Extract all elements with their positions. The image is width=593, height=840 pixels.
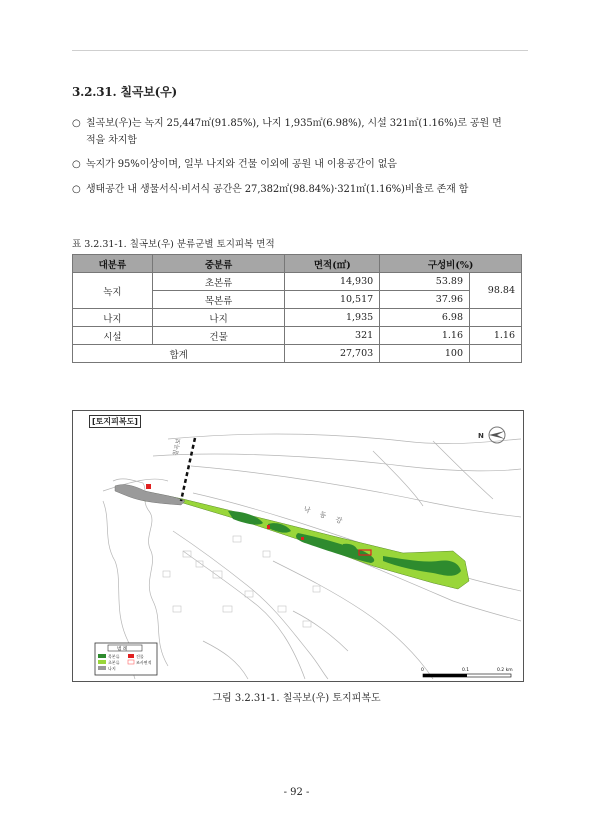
map-legend: [95, 643, 157, 675]
scale-mid: 0.1: [462, 668, 470, 673]
header-ratio: 구성비(%): [380, 255, 522, 273]
scale-bar: [421, 667, 513, 677]
bullet-mark: ○: [72, 159, 81, 170]
map-drawing: [73, 411, 523, 681]
cell-major: 나지: [73, 309, 153, 327]
section-title: 3.2.31. 칠곡보(우): [72, 85, 178, 99]
table-row: [73, 327, 522, 345]
bullet-item: [72, 156, 528, 173]
bullet-item: [72, 115, 528, 149]
table-caption: 표 3.2.31-1. 칠곡보(우) 분류군별 토지피복 면적: [72, 239, 275, 250]
cell-area: 1,935: [285, 309, 380, 327]
river-label: 낙동강: [302, 505, 353, 529]
cell-area: 14,930: [285, 273, 380, 291]
cell-subtotal: 1.16: [470, 327, 522, 345]
cell-ratio: 53.89: [380, 273, 470, 291]
map-title: [토지피복도]: [89, 415, 141, 428]
building-patch: [301, 537, 304, 540]
cell-area: 321: [285, 327, 380, 345]
land-cover-table: [72, 254, 522, 363]
cell-major: 녹지: [73, 273, 153, 309]
legend-label: 목본류: [108, 654, 120, 659]
table-total-row: [73, 345, 522, 363]
legend-swatch: [128, 654, 134, 658]
bullet-mark: ○: [72, 118, 81, 129]
bullet-text-continued: 적을 차지함: [86, 135, 137, 146]
header-area: 면적(㎡): [285, 255, 380, 273]
legend-label: 나지: [108, 666, 116, 671]
table-header-row: [73, 255, 522, 273]
table-row: [73, 273, 522, 291]
weir-line: [181, 438, 195, 501]
legend-label: 초본류: [108, 660, 120, 665]
page-number: - 92 -: [283, 787, 310, 798]
bullet-item: [72, 181, 528, 198]
table-row: [73, 309, 522, 327]
scale-end: 0.2 km: [497, 668, 513, 673]
legend-title: 범 례: [117, 647, 128, 652]
cell-major: 시설: [73, 327, 153, 345]
legend-swatch: [98, 660, 106, 664]
legend-label: 조사면적: [136, 660, 152, 665]
bullet-text: 칠곡보(우)는 녹지 25,447㎡(91.85%), 나지 1,935㎡(6.98%), 시설 321㎡(1.16%)로 공원 면: [86, 118, 502, 129]
building-patch: [146, 484, 151, 489]
cell-minor: 목본류: [152, 291, 285, 309]
cell-total-empty: [470, 345, 522, 363]
legend-swatch: [98, 654, 106, 658]
cell-subtotal: [470, 309, 522, 327]
cell-total-area: 27,703: [285, 345, 380, 363]
header-rule: [72, 50, 528, 51]
bullet-mark: ○: [72, 184, 81, 195]
building-patch: [267, 525, 270, 529]
scale-zero: 0: [421, 668, 424, 673]
weir-label: 칠곡보: [172, 437, 183, 457]
figure-caption: 그림 3.2.31-1. 칠곡보(우) 토지피복도: [212, 693, 381, 704]
header-minor: 중분류: [152, 255, 285, 273]
cell-area: 10,517: [285, 291, 380, 309]
cell-ratio: 1.16: [380, 327, 470, 345]
cell-minor: 나지: [152, 309, 285, 327]
cell-minor: 초본류: [152, 273, 285, 291]
bullet-text: 생태공간 내 생물서식·비서식 공간은 27,382㎡(98.84%)·321㎡(1.16%)비율로 존재 함: [86, 184, 469, 195]
cell-total-ratio: 100: [380, 345, 470, 363]
building-outlines: [163, 536, 320, 627]
cell-ratio: 6.98: [380, 309, 470, 327]
cell-total-label: 합계: [73, 345, 285, 363]
cell-subtotal: 98.84: [470, 273, 522, 309]
land-cover-map: [72, 410, 524, 682]
legend-swatch: [128, 660, 134, 664]
bullet-text: 녹지가 95%이상이며, 일부 나지와 건물 이외에 공원 내 이용공간이 없음: [86, 159, 397, 170]
north-label: N: [478, 432, 484, 440]
cell-minor: 건물: [152, 327, 285, 345]
cell-ratio: 37.96: [380, 291, 470, 309]
legend-swatch: [98, 666, 106, 670]
header-major: 대분류: [73, 255, 153, 273]
legend-label: 건물: [136, 654, 144, 659]
